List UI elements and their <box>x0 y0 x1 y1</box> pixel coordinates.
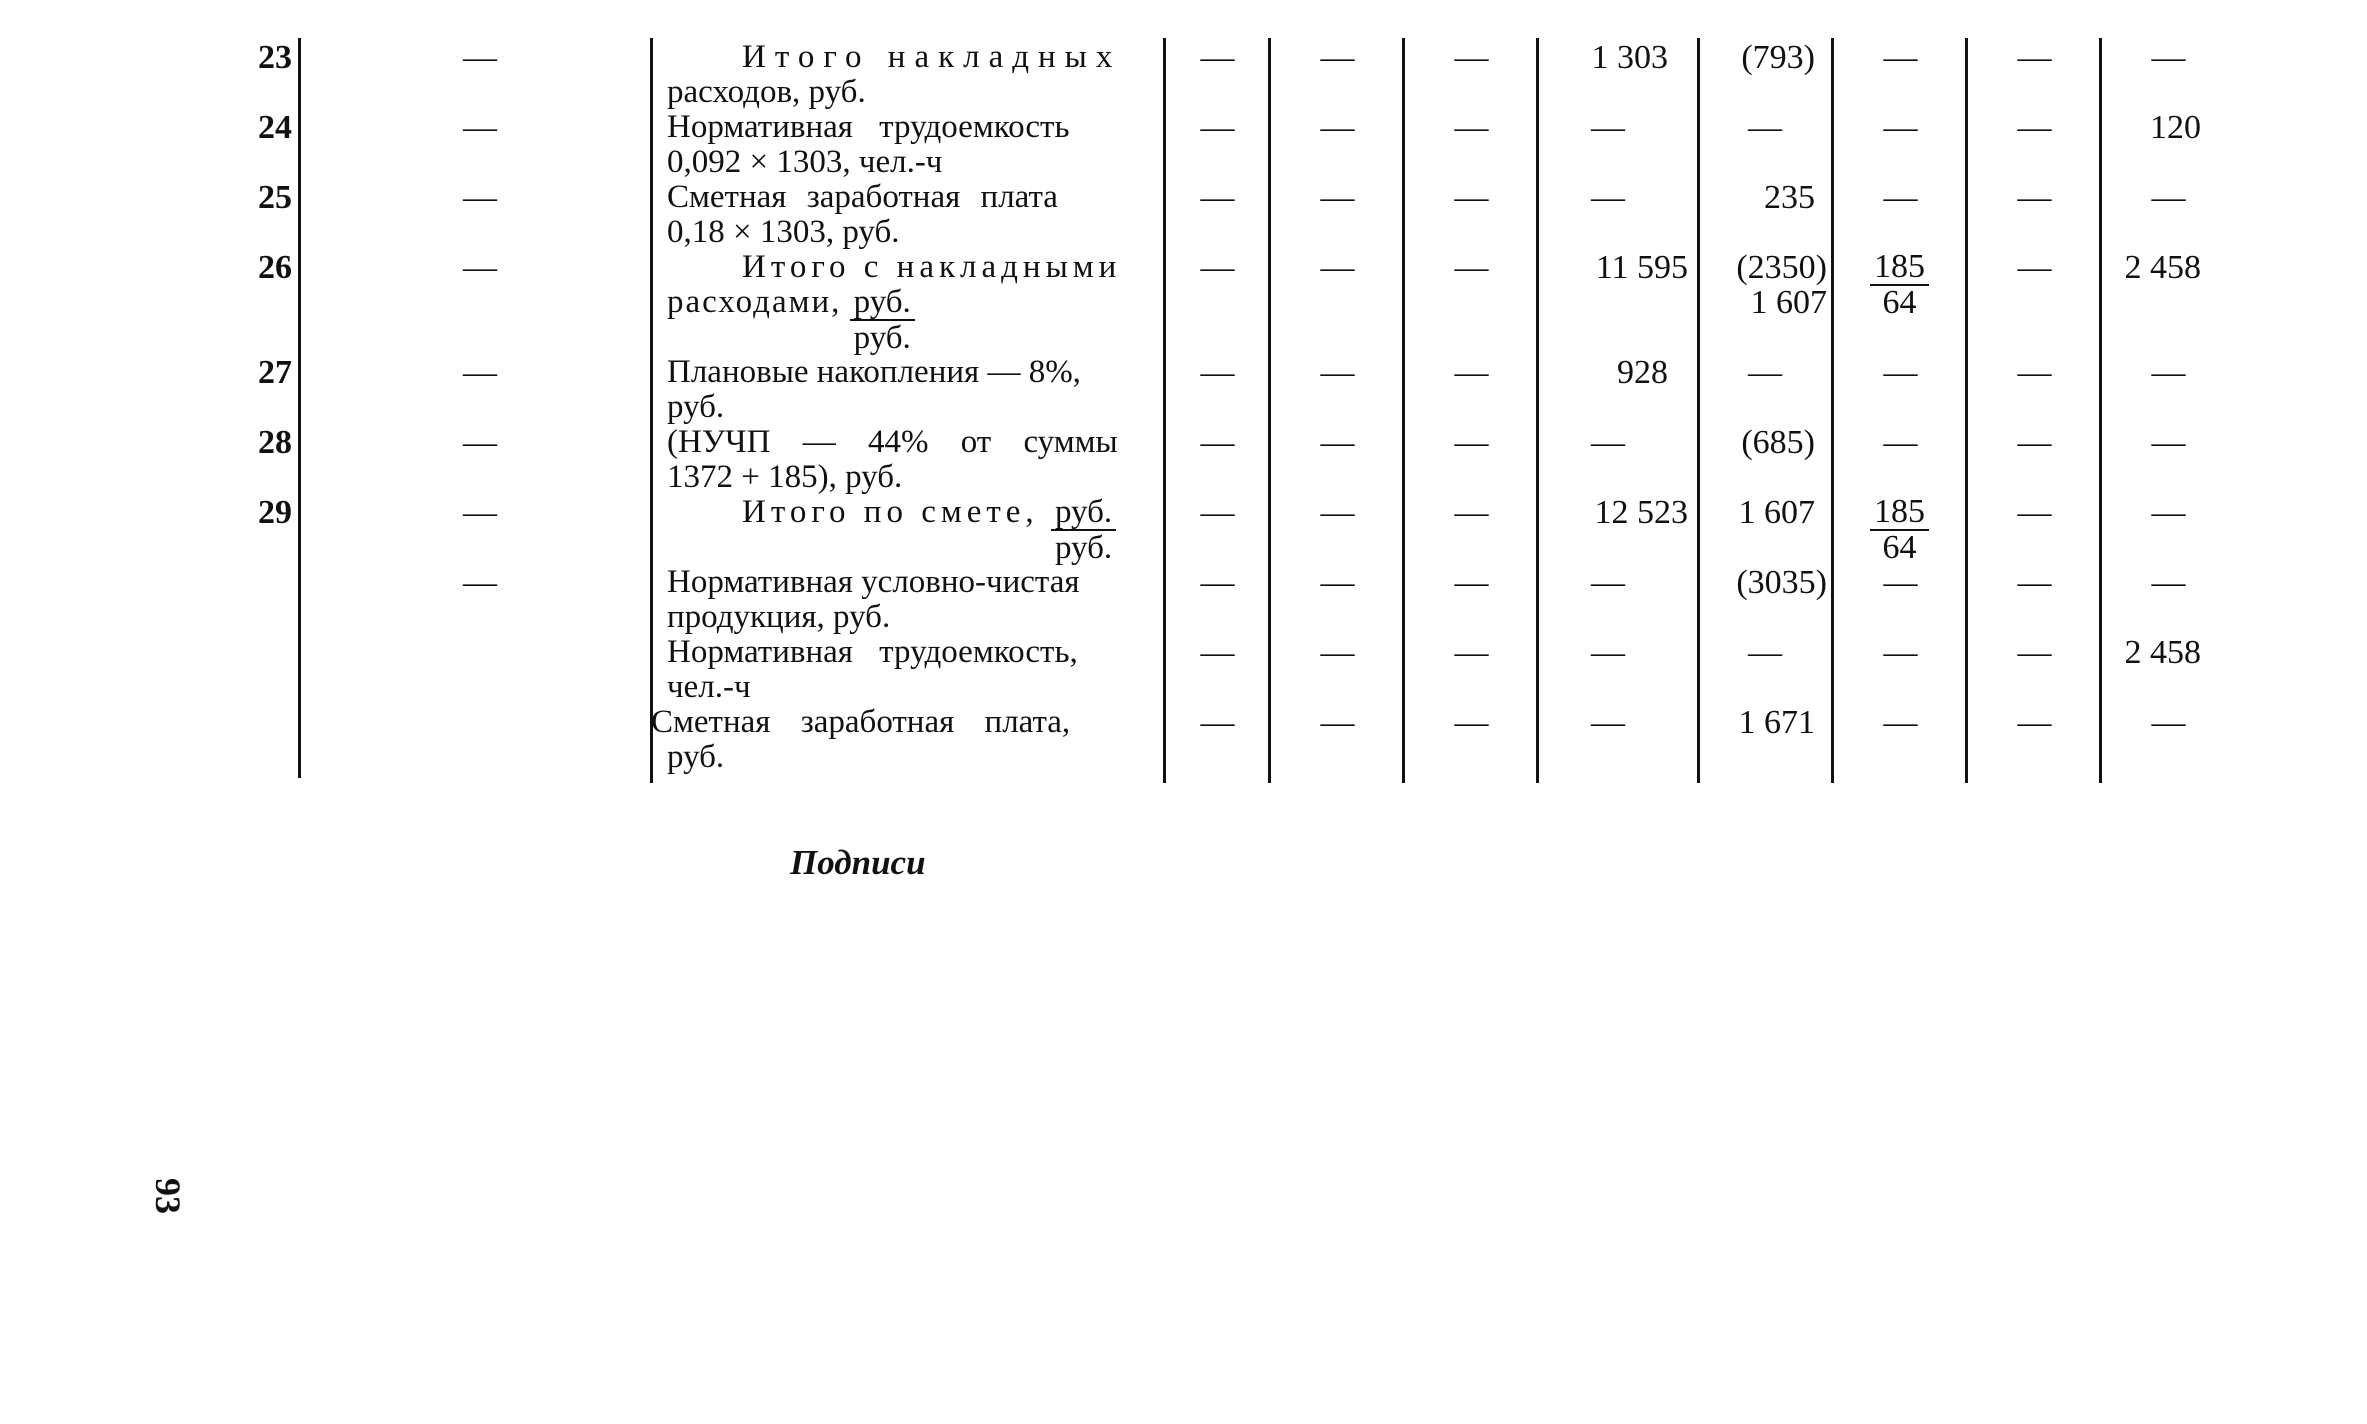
cell: — <box>1320 249 1355 286</box>
cell: — <box>1454 39 1489 76</box>
cell: — <box>1200 249 1235 286</box>
table-rule <box>650 38 653 783</box>
table-rule <box>298 38 301 778</box>
row-number: 28 <box>258 424 292 461</box>
cell: 11 595 <box>1595 249 1688 286</box>
cell: — <box>1454 109 1489 146</box>
cell: — <box>1591 634 1625 671</box>
cell: — <box>2017 704 2052 741</box>
desc-line: расходами, <box>667 284 842 320</box>
cell-dash: — <box>463 424 497 461</box>
cell: — <box>1454 179 1489 216</box>
cell: — <box>2151 704 2186 741</box>
cell: 1 303 <box>1591 39 1668 76</box>
cell: — <box>1454 704 1489 741</box>
fraction-cell: $\frac{185}{64}$ <box>1870 250 1929 321</box>
row-description <box>667 40 1150 110</box>
row-description <box>667 495 1150 565</box>
cell: — <box>1591 704 1625 741</box>
cell: 2 458 <box>2124 634 2201 671</box>
cell: — <box>2151 354 2186 391</box>
row-number: 29 <box>258 494 292 531</box>
desc-line: Итого по смете, <box>742 494 1039 530</box>
desc-line: руб. <box>667 739 725 775</box>
cell: — <box>1320 564 1355 601</box>
cell: — <box>1748 109 1782 146</box>
table-rule <box>1163 38 1166 783</box>
cell: — <box>2017 354 2052 391</box>
cell: — <box>1320 354 1355 391</box>
cell: — <box>2151 424 2186 461</box>
cell: — <box>2017 39 2052 76</box>
unit-fraction: $\frac{\text{руб.}}{\text{руб.}}$ <box>850 285 915 355</box>
row-description <box>667 425 1150 495</box>
desc-line: 0,092 × 1303, чел.-ч <box>667 144 943 180</box>
desc-line: продукция, руб. <box>667 599 891 635</box>
cell-dash: — <box>463 179 497 216</box>
table-rule <box>1268 38 1271 783</box>
cell: — <box>1454 424 1489 461</box>
cell: — <box>2017 424 2052 461</box>
row-description <box>651 705 1150 775</box>
row-number: 25 <box>258 179 292 216</box>
desc-line: Нормативная трудоемкость, <box>667 634 1078 670</box>
cell-dash: — <box>463 494 497 531</box>
cell: (685) <box>1741 424 1815 461</box>
cell: — <box>2017 249 2052 286</box>
row-number: 23 <box>258 39 292 76</box>
cell: 1 607 <box>1750 284 1827 321</box>
cell: — <box>1200 564 1235 601</box>
cell: — <box>1883 564 1918 601</box>
cell: — <box>1320 109 1355 146</box>
cell: — <box>1454 249 1489 286</box>
table-rule <box>1697 38 1700 783</box>
cell: 2 458 <box>2124 249 2201 286</box>
cell: — <box>1454 564 1489 601</box>
cell: — <box>1883 704 1918 741</box>
cell: — <box>2017 634 2052 671</box>
desc-line: руб. <box>667 389 725 425</box>
cell: — <box>1591 179 1625 216</box>
cell: (2350) <box>1736 249 1827 286</box>
cell: (793) <box>1741 39 1815 76</box>
cell: — <box>1748 354 1782 391</box>
cell: — <box>1883 424 1918 461</box>
desc-line: Плановые накопления — 8%, <box>667 354 1081 390</box>
cell: — <box>2017 179 2052 216</box>
cell: — <box>1200 634 1235 671</box>
cell: — <box>2017 564 2052 601</box>
cell: — <box>2017 109 2052 146</box>
row-number: 26 <box>258 249 292 286</box>
desc-line: Итого накладных <box>742 39 1122 75</box>
cell: — <box>1883 179 1918 216</box>
row-description <box>667 250 1150 355</box>
cell: — <box>1883 109 1918 146</box>
cell: — <box>1200 354 1235 391</box>
desc-line: чел.-ч <box>667 669 751 705</box>
desc-line: 0,18 × 1303, руб. <box>667 214 900 250</box>
desc-line: расходов, руб. <box>667 74 866 110</box>
cell: — <box>1883 39 1918 76</box>
cell: — <box>1454 354 1489 391</box>
desc-line: Сметная заработная плата <box>667 179 1058 215</box>
cell: 12 523 <box>1594 494 1688 531</box>
row-description <box>667 635 1150 705</box>
cell: — <box>1320 424 1355 461</box>
cell: — <box>2151 494 2186 531</box>
signatures-caption: Подписи <box>790 843 926 882</box>
cell: 1 671 <box>1738 704 1815 741</box>
cell: — <box>2151 564 2186 601</box>
row-description <box>667 180 1150 250</box>
cell-dash: — <box>463 564 497 601</box>
cell: — <box>2017 494 2052 531</box>
cell: — <box>2151 39 2186 76</box>
cell: — <box>1320 704 1355 741</box>
cell: — <box>1591 424 1625 461</box>
cell: — <box>1320 494 1355 531</box>
page-number: 93 <box>148 1178 188 1214</box>
cell-dash: — <box>463 249 497 286</box>
cell: — <box>1454 634 1489 671</box>
cell: 928 <box>1617 354 1668 391</box>
table-rule <box>1831 38 1834 783</box>
cell: — <box>1200 424 1235 461</box>
desc-line: 1372 + 185), руб. <box>667 459 903 495</box>
cell: — <box>1200 494 1235 531</box>
row-number: 24 <box>258 109 292 146</box>
cell: — <box>1320 179 1355 216</box>
cell: — <box>1883 354 1918 391</box>
cell: (3035) <box>1736 564 1827 601</box>
cell: — <box>1454 494 1489 531</box>
cell: 120 <box>2150 109 2201 146</box>
cell-dash: — <box>463 354 497 391</box>
cell: — <box>1320 634 1355 671</box>
cell-dash: — <box>463 39 497 76</box>
cell: — <box>1591 564 1625 601</box>
cell: — <box>1200 39 1235 76</box>
cell: — <box>1320 39 1355 76</box>
row-description <box>667 110 1150 180</box>
table-rule <box>1536 38 1539 783</box>
cell: 1 607 <box>1738 494 1815 531</box>
cell: — <box>1883 634 1918 671</box>
cell: — <box>2151 179 2186 216</box>
row-description <box>667 355 1150 425</box>
desc-line: Нормативная трудоемкость <box>667 109 1070 145</box>
cell: — <box>1200 179 1235 216</box>
row-description <box>667 565 1150 635</box>
desc-line: Сметная заработная плата, <box>651 704 1071 740</box>
desc-line: Итого с накладными <box>742 249 1122 285</box>
table-rule <box>1965 38 1968 783</box>
unit-fraction: $\frac{\text{руб.}}{\text{руб.}}$ <box>1051 495 1116 565</box>
cell: — <box>1200 109 1235 146</box>
table-rule <box>2099 38 2102 783</box>
desc-line: Нормативная условно-чистая <box>667 564 1080 600</box>
cell: — <box>1748 634 1782 671</box>
fraction-cell: $\frac{185}{64}$ <box>1870 495 1929 566</box>
cell: — <box>1200 704 1235 741</box>
cell: 235 <box>1764 179 1815 216</box>
cell: — <box>1591 109 1625 146</box>
table-rule <box>1402 38 1405 783</box>
desc-line: (НУЧП — 44% от суммы <box>667 424 1118 460</box>
cell-dash: — <box>463 109 497 146</box>
row-number: 27 <box>258 354 292 391</box>
